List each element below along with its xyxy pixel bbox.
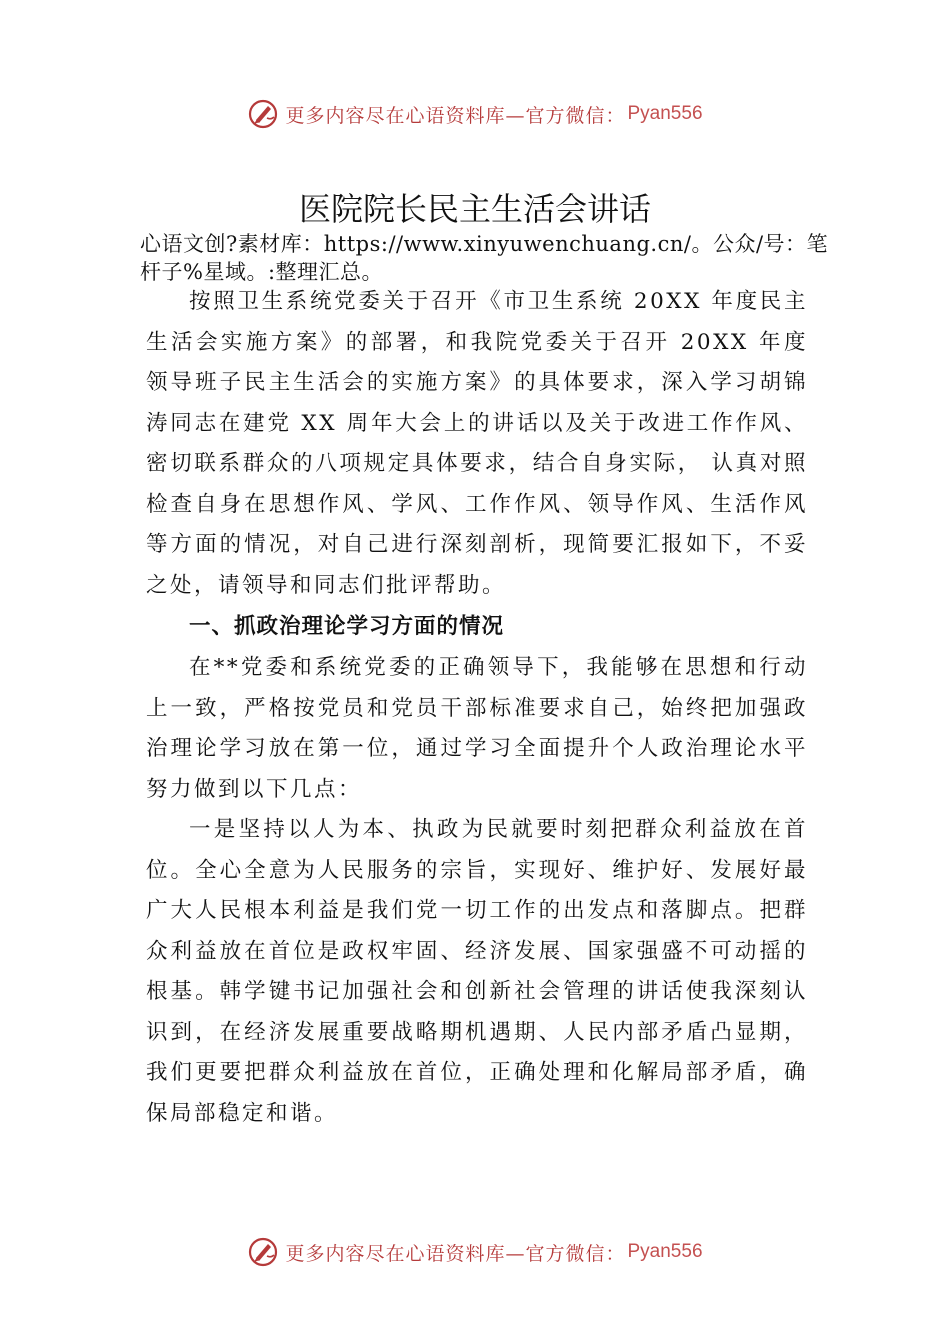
watermark-text: 更多内容尽在心语资料库—官方微信：	[285, 104, 626, 127]
watermark-text: 更多内容尽在心语资料库—官方微信：	[285, 1242, 626, 1265]
source-line: 心语文创?素材库：https://www.xinyuwenchuang.cn/。公众/号：笔杆子%星域。:整理汇总。	[140, 232, 829, 284]
footer-watermark	[0, 1230, 950, 1274]
pen-logo-icon	[247, 98, 279, 130]
section-paragraph: 在**党委和系统党委的正确领导下，我能够在思想和行动上一致，严格按党员和党员干部标准要求自己，始终把加强政治理论学习放在第一位，通过学习全面提升个人政治理论水平努力做到以下几点：	[146, 655, 808, 802]
document-body	[146, 282, 808, 1134]
intro-paragraph: 按照卫生系统党委关于召开《市卫生系统 20XX 年度民主生活会实施方案》的部署，和我院党委关于召开 20XX 年度领导班子民主生活会的实施方案》的具体要求，深入学习胡锦涛同志在建党 XX 周年大会上的讲话以及关于改进工作作风、密切联系群众的八项规定具体要求，结合自身实际， 认真对照检查自身在思想作风、学风、工作作风、领导作风、生活作风等方面的情况，对自己进行深刻剖析，现简要汇报如下，不妥之处，请领导和同志们批评帮助。	[146, 289, 808, 598]
section-heading: 一、抓政治理论学习方面的情况	[189, 614, 505, 639]
header-watermark	[0, 92, 950, 136]
pen-logo-icon	[247, 1236, 279, 1268]
watermark-wechat-id: Pyan556	[627, 103, 703, 124]
page-title: 医院院长民主生活会讲话	[298, 190, 651, 228]
watermark-wechat-id: Pyan556	[627, 1241, 703, 1262]
section-paragraph: 一是坚持以人为本、执政为民就要时刻把群众利益放在首位。全心全意为人民服务的宗旨，实现好、维护好、发展好最广大人民根本利益是我们党一切工作的出发点和落脚点。把群众利益放在首位是政权牢固、经济发展、国家强盛不可动摇的根基。韩学键书记加强社会和创新社会管理的讲话使我深刻认识到，在经济发展重要战略期机遇期、人民内部矛盾凸显期，我们更要把群众利益放在首位，正确处理和化解局部矛盾，确保局部稳定和谐。	[146, 817, 808, 1126]
